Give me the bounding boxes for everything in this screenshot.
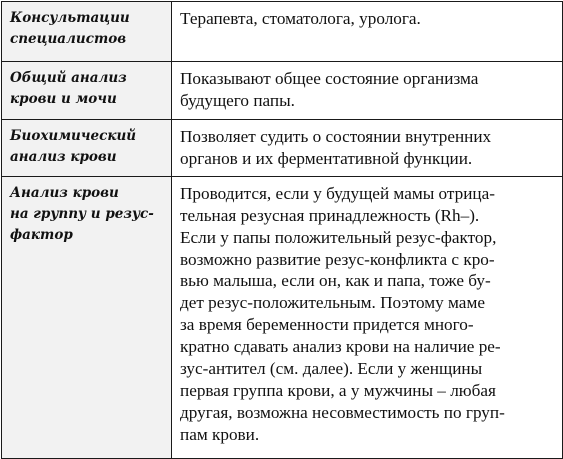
- exam-name-cell: [2, 176, 172, 458]
- exam-name-line: Общий анализ: [10, 70, 127, 86]
- exam-name-line: Биохимический: [10, 128, 137, 144]
- exam-description-line: первая группа крови, а у мужчины – любая: [180, 380, 496, 400]
- exam-name-cell: [2, 62, 172, 120]
- exam-name-line: фактор: [10, 226, 73, 243]
- exam-name-line: на группу и резус-: [10, 205, 154, 222]
- exam-name-line: Анализ крови: [10, 184, 119, 201]
- exam-description-cell: [172, 2, 563, 62]
- exam-name-line: анализ крови: [10, 149, 117, 165]
- exam-description-line: другая, возможна несовместимость по груп-: [180, 402, 505, 422]
- table-row: [2, 176, 563, 458]
- exams-table: [1, 1, 563, 459]
- exam-name-cell: [2, 2, 172, 62]
- exam-name-line: Консультации: [10, 10, 130, 26]
- exam-description-line: Терапевта, стоматолога, уролога.: [180, 9, 421, 28]
- exam-description-cell: [172, 176, 563, 458]
- exam-description-line: Позволяет судить о состоянии внутренних: [180, 127, 492, 146]
- exam-description-line: Если у папы положительный резус-фактор,: [180, 227, 497, 247]
- exam-description-line: тельная резусная принадлежность (Rh–).: [180, 205, 480, 225]
- table-row: [2, 120, 563, 177]
- exam-description-line: Проводится, если у будущей мамы отрица-: [180, 183, 495, 203]
- exam-description-cell: [172, 120, 563, 177]
- exam-name-cell: [2, 120, 172, 177]
- exam-description-line: за время беременности придется много-: [180, 315, 474, 335]
- exam-description-line: возможно развитие резус-конфликта с кро-: [180, 249, 495, 269]
- exam-description-line: вью малыша, если он, как и папа, тоже бу-: [180, 271, 491, 291]
- table-row: [2, 62, 563, 120]
- table-row: [2, 2, 563, 62]
- exam-name-line: крови и мочи: [10, 91, 117, 107]
- exam-description-cell: [172, 62, 563, 120]
- exam-description-line: органов и их ферментативной функции.: [180, 148, 473, 168]
- exam-description-line: зус-антител (см. далее). Если у женщины: [180, 359, 483, 379]
- exam-description-line: дет резус-положительным. Поэтому маме: [180, 293, 485, 313]
- exam-description-line: кратно сдавать анализ крови на наличие ре-: [180, 337, 501, 357]
- exam-description-line: пам крови.: [180, 424, 260, 444]
- exam-description-line: Показывают общее состояние организма: [180, 69, 479, 88]
- exam-description-line: будущего папы.: [180, 90, 295, 110]
- exam-name-line: специалистов: [10, 31, 127, 47]
